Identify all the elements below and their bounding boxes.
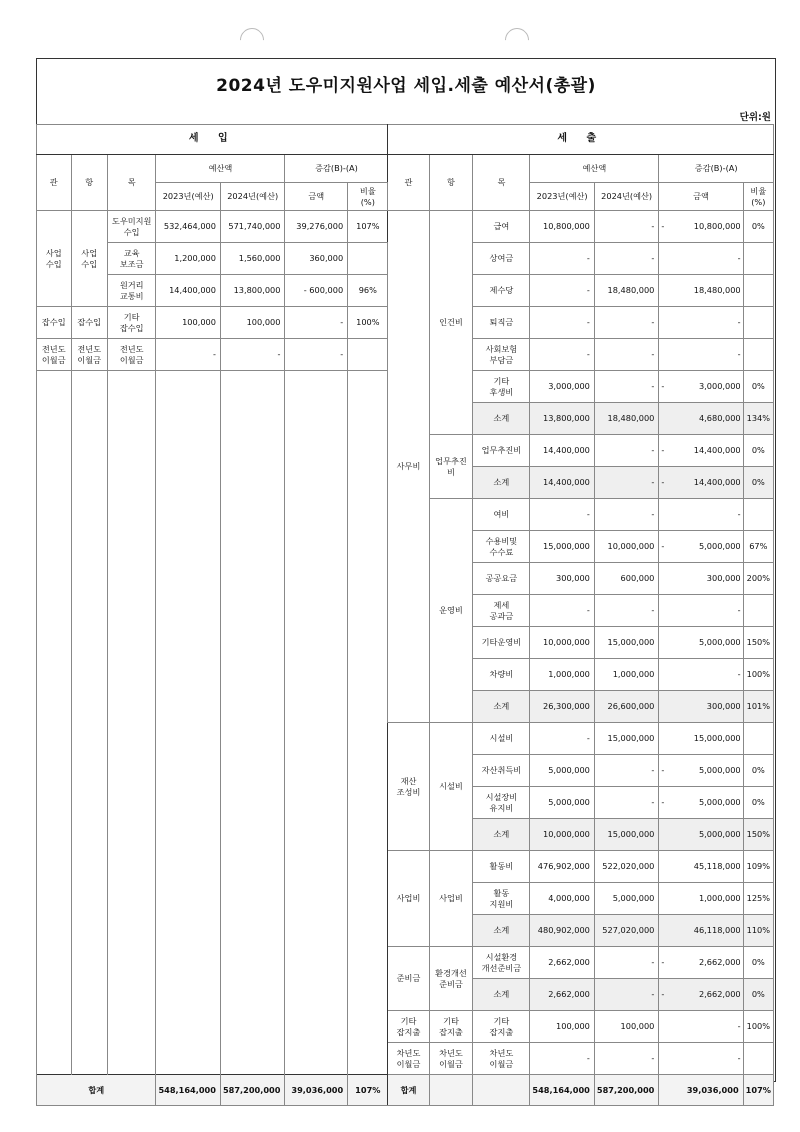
change-value: -: [737, 317, 741, 328]
change-value: 5,000,000: [698, 765, 741, 776]
header-change: 증감(B)-(A): [659, 155, 774, 183]
minus-sign: -: [661, 541, 665, 552]
expense-ratio: 109%: [743, 851, 773, 883]
income-ratio: 107%: [348, 211, 388, 243]
change-value: 300,000: [706, 701, 741, 712]
expense-change: [659, 467, 743, 499]
income-blank: [220, 371, 285, 1075]
expense-change: [659, 339, 743, 371]
expense-2024: -: [594, 243, 659, 275]
header-change: 증감(B)-(A): [285, 155, 388, 183]
total-expense-2024: 587,200,000: [594, 1075, 659, 1106]
change-value: -: [737, 605, 741, 616]
expense-ratio: [743, 339, 773, 371]
income-change: - 600,000: [285, 275, 348, 307]
income-hang: 잡수입: [71, 307, 107, 339]
expense-mok: 시설장비 유지비: [473, 787, 530, 819]
minus-sign: -: [661, 381, 665, 392]
income-mok: 교육 보조금: [107, 243, 156, 275]
total-expense-ratio: 107%: [743, 1075, 773, 1106]
table-row: [37, 1075, 774, 1106]
expense-2023: -: [530, 275, 595, 307]
unit-label: 단위:원: [739, 112, 771, 123]
income-ratio: 100%: [348, 307, 388, 339]
expense-ratio: [743, 307, 773, 339]
change-value: 15,000,000: [693, 733, 741, 744]
expense-change: [659, 883, 743, 915]
expense-2024: 600,000: [594, 563, 659, 595]
expense-ratio: 134%: [743, 403, 773, 435]
expense-gwan: 재산 조성비: [388, 723, 429, 851]
income-2024: 100,000: [220, 307, 285, 339]
income-2023: 100,000: [156, 307, 221, 339]
header-gwan: 관: [388, 155, 429, 211]
expense-2023: 480,902,000: [530, 915, 595, 947]
expense-change: [659, 819, 743, 851]
expense-mok: 공공요금: [473, 563, 530, 595]
income-gwan: 전년도 이월금: [37, 339, 72, 371]
income-blank: [285, 371, 348, 1075]
income-2023: -: [156, 339, 221, 371]
change-value: 3,000,000: [698, 381, 741, 392]
income-change: -: [285, 339, 348, 371]
change-value: 1,000,000: [698, 893, 741, 904]
expense-2023: -: [530, 723, 595, 755]
expense-change: [659, 595, 743, 627]
expense-ratio: 0%: [743, 787, 773, 819]
expense-ratio: 0%: [743, 947, 773, 979]
expense-mok: 제세 공과금: [473, 595, 530, 627]
header-ratio: 비율 (%): [743, 183, 773, 211]
expense-2024: -: [594, 755, 659, 787]
total-label: 합계: [37, 1075, 156, 1106]
expense-2023: 15,000,000: [530, 531, 595, 563]
expense-ratio: [743, 723, 773, 755]
expense-ratio: 101%: [743, 691, 773, 723]
income-ratio: [348, 243, 388, 275]
expense-2024: 100,000: [594, 1011, 659, 1043]
expense-mok: 소계: [473, 979, 530, 1011]
expense-change: [659, 563, 743, 595]
expense-change: [659, 723, 743, 755]
income-blank: [37, 371, 72, 1075]
expense-2024: -: [594, 947, 659, 979]
expense-2023: 14,400,000: [530, 435, 595, 467]
expense-2023: -: [530, 1043, 595, 1075]
total-blank: [473, 1075, 530, 1106]
expense-2023: 4,000,000: [530, 883, 595, 915]
change-value: 300,000: [706, 573, 741, 584]
expense-ratio: 150%: [743, 627, 773, 659]
expense-hang: 차년도 이월금: [429, 1043, 473, 1075]
expense-mok: 활동 지원비: [473, 883, 530, 915]
expense-2024: -: [594, 787, 659, 819]
expense-ratio: 150%: [743, 819, 773, 851]
expense-mok: 급여: [473, 211, 530, 243]
table-row: [37, 125, 774, 155]
expense-ratio: 0%: [743, 211, 773, 243]
change-value: -: [737, 253, 741, 264]
budget-sheet: [36, 58, 776, 1095]
change-value: 2,662,000: [698, 989, 741, 1000]
expense-hang: 환경개선 준비금: [429, 947, 473, 1011]
income-change: -: [285, 307, 348, 339]
expense-mok: 차량비: [473, 659, 530, 691]
expense-gwan: 준비금: [388, 947, 429, 1011]
expense-ratio: 67%: [743, 531, 773, 563]
expense-change: [659, 627, 743, 659]
expense-2024: -: [594, 339, 659, 371]
expense-2023: -: [530, 499, 595, 531]
income-gwan: 잡수입: [37, 307, 72, 339]
change-value: 18,480,000: [693, 285, 741, 296]
expense-2023: 10,000,000: [530, 627, 595, 659]
expense-2024: 18,480,000: [594, 275, 659, 307]
punch-hole-left: [235, 23, 269, 57]
expense-change: [659, 531, 743, 563]
minus-sign: -: [661, 989, 665, 1000]
change-value: -: [737, 1021, 741, 1032]
expense-change: [659, 275, 743, 307]
income-mok: 도우미지원 수입: [107, 211, 156, 243]
expense-mok: 소계: [473, 915, 530, 947]
expense-2024: -: [594, 979, 659, 1011]
expense-2023: 100,000: [530, 1011, 595, 1043]
expense-mok: 소계: [473, 467, 530, 499]
header-mok: 목: [473, 155, 530, 211]
expense-ratio: 0%: [743, 435, 773, 467]
total-expense-2023: 548,164,000: [530, 1075, 595, 1106]
expense-ratio: 100%: [743, 659, 773, 691]
expense-2023: 13,800,000: [530, 403, 595, 435]
table-row: [37, 211, 774, 243]
expense-change: [659, 851, 743, 883]
header-ratio: 비율 (%): [348, 183, 388, 211]
expense-2024: 26,600,000: [594, 691, 659, 723]
expense-ratio: [743, 243, 773, 275]
expense-2024: 527,020,000: [594, 915, 659, 947]
expense-2024: 522,020,000: [594, 851, 659, 883]
expense-2023: 300,000: [530, 563, 595, 595]
income-2024: -: [220, 339, 285, 371]
header-y2023: 2023년(예산): [156, 183, 221, 211]
expense-mok: 차년도 이월금: [473, 1043, 530, 1075]
expense-2024: -: [594, 1043, 659, 1075]
income-change: 360,000: [285, 243, 348, 275]
income-mok: 원거리 교통비: [107, 275, 156, 307]
income-section-header: 세 입: [37, 125, 388, 155]
expense-gwan: 사업비: [388, 851, 429, 947]
expense-2023: 26,300,000: [530, 691, 595, 723]
expense-mok: 수용비및 수수료: [473, 531, 530, 563]
expense-2024: -: [594, 595, 659, 627]
change-value: 5,000,000: [698, 797, 741, 808]
expense-2023: -: [530, 339, 595, 371]
change-value: -: [737, 349, 741, 360]
change-value: 45,118,000: [693, 861, 741, 872]
expense-mok: 여비: [473, 499, 530, 531]
expense-2024: 5,000,000: [594, 883, 659, 915]
budget-table: [36, 124, 774, 1106]
income-blank: [107, 371, 156, 1075]
total-label: 합계: [388, 1075, 429, 1106]
minus-sign: -: [661, 797, 665, 808]
punch-hole-right: [500, 23, 534, 57]
expense-2023: 2,662,000: [530, 947, 595, 979]
expense-change: [659, 371, 743, 403]
expense-2023: 2,662,000: [530, 979, 595, 1011]
expense-2024: -: [594, 467, 659, 499]
expense-hang: 시설비: [429, 723, 473, 851]
expense-ratio: 125%: [743, 883, 773, 915]
expense-mok: 시설환경 개선준비금: [473, 947, 530, 979]
expense-change: [659, 947, 743, 979]
income-hang: 사업 수입: [71, 211, 107, 307]
income-2023: 1,200,000: [156, 243, 221, 275]
expense-change: [659, 1043, 743, 1075]
income-2024: 571,740,000: [220, 211, 285, 243]
expense-hang: 사업비: [429, 851, 473, 947]
expense-2024: -: [594, 371, 659, 403]
expense-mok: 업무추진비: [473, 435, 530, 467]
expense-change: [659, 1011, 743, 1043]
header-y2024: 2024년(예산): [220, 183, 285, 211]
header-mok: 목: [107, 155, 156, 211]
income-change: 39,276,000: [285, 211, 348, 243]
expense-ratio: 100%: [743, 1011, 773, 1043]
expense-2024: -: [594, 499, 659, 531]
total-income-ratio: 107%: [348, 1075, 388, 1106]
income-2024: 13,800,000: [220, 275, 285, 307]
expense-2024: 15,000,000: [594, 627, 659, 659]
expense-ratio: 200%: [743, 563, 773, 595]
expense-mok: 기타운영비: [473, 627, 530, 659]
expense-mok: 소계: [473, 819, 530, 851]
expense-change: [659, 211, 743, 243]
header-amount: 금액: [285, 183, 348, 211]
expense-2024: -: [594, 307, 659, 339]
income-mok: 기타 잡수입: [107, 307, 156, 339]
expense-2023: 1,000,000: [530, 659, 595, 691]
expense-mok: 소계: [473, 403, 530, 435]
change-value: 14,400,000: [693, 477, 741, 488]
expense-change: [659, 787, 743, 819]
change-value: -: [737, 669, 741, 680]
expense-2023: 5,000,000: [530, 787, 595, 819]
total-income-2024: 587,200,000: [220, 1075, 285, 1106]
expense-2024: 18,480,000: [594, 403, 659, 435]
expense-ratio: [743, 595, 773, 627]
header-y2023: 2023년(예산): [530, 183, 595, 211]
change-value: 4,680,000: [698, 413, 741, 424]
expense-gwan: 차년도 이월금: [388, 1043, 429, 1075]
header-amount: 금액: [659, 183, 743, 211]
header-gwan: 관: [37, 155, 72, 211]
expense-ratio: 0%: [743, 979, 773, 1011]
expense-2023: 476,902,000: [530, 851, 595, 883]
expense-2023: -: [530, 243, 595, 275]
expense-ratio: [743, 499, 773, 531]
minus-sign: -: [661, 957, 665, 968]
income-blank: [71, 371, 107, 1075]
expense-change: [659, 691, 743, 723]
expense-hang: 운영비: [429, 499, 473, 723]
header-y2024: 2024년(예산): [594, 183, 659, 211]
expense-ratio: 110%: [743, 915, 773, 947]
change-value: 5,000,000: [698, 829, 741, 840]
change-value: -: [737, 1053, 741, 1064]
expense-2024: 15,000,000: [594, 819, 659, 851]
expense-change: [659, 243, 743, 275]
expense-ratio: [743, 1043, 773, 1075]
expense-mok: 사회보험 부담금: [473, 339, 530, 371]
total-income-change: 39,036,000: [285, 1075, 348, 1106]
expense-mok: 활동비: [473, 851, 530, 883]
change-value: 2,662,000: [698, 957, 741, 968]
expense-ratio: 0%: [743, 755, 773, 787]
income-2023: 14,400,000: [156, 275, 221, 307]
change-value: 5,000,000: [698, 637, 741, 648]
expense-mok: 시설비: [473, 723, 530, 755]
expense-change: [659, 755, 743, 787]
minus-sign: -: [661, 445, 665, 456]
expense-mok: 소계: [473, 691, 530, 723]
expense-2023: 14,400,000: [530, 467, 595, 499]
expense-change: [659, 499, 743, 531]
expense-change: [659, 915, 743, 947]
expense-2024: 1,000,000: [594, 659, 659, 691]
expense-mok: 퇴직금: [473, 307, 530, 339]
income-blank: [348, 371, 388, 1075]
expense-hang: 기타 잡지출: [429, 1011, 473, 1043]
expense-2024: 15,000,000: [594, 723, 659, 755]
expense-2023: 5,000,000: [530, 755, 595, 787]
page-title: 2024년 도우미지원사업 세입.세출 예산서(총괄): [216, 76, 596, 96]
expense-ratio: [743, 275, 773, 307]
expense-gwan: 기타 잡지출: [388, 1011, 429, 1043]
header-hang: 항: [71, 155, 107, 211]
expense-change: [659, 307, 743, 339]
income-2023: 532,464,000: [156, 211, 221, 243]
expense-2023: 10,800,000: [530, 211, 595, 243]
income-ratio: [348, 339, 388, 371]
table-row: [37, 155, 774, 183]
total-income-2023: 548,164,000: [156, 1075, 221, 1106]
total-blank: [429, 1075, 473, 1106]
income-blank: [156, 371, 221, 1075]
change-value: 5,000,000: [698, 541, 741, 552]
total-expense-change: 39,036,000: [659, 1075, 743, 1106]
expense-mok: 기타 잡지출: [473, 1011, 530, 1043]
expense-mok: 상여금: [473, 243, 530, 275]
expense-mok: 제수당: [473, 275, 530, 307]
expense-2024: 10,000,000: [594, 531, 659, 563]
header-budget: 예산액: [156, 155, 285, 183]
expense-2023: -: [530, 595, 595, 627]
expense-gwan: 사무비: [388, 211, 429, 723]
change-value: 10,800,000: [693, 221, 741, 232]
expense-2023: -: [530, 307, 595, 339]
expense-mok: 자산취득비: [473, 755, 530, 787]
income-2024: 1,560,000: [220, 243, 285, 275]
expense-ratio: 0%: [743, 467, 773, 499]
income-ratio: 96%: [348, 275, 388, 307]
minus-sign: -: [661, 221, 665, 232]
minus-sign: -: [661, 477, 665, 488]
header-budget: 예산액: [530, 155, 659, 183]
expense-ratio: 0%: [743, 371, 773, 403]
expense-hang: 인건비: [429, 211, 473, 435]
expense-2024: -: [594, 435, 659, 467]
change-value: -: [737, 509, 741, 520]
header-hang: 항: [429, 155, 473, 211]
change-value: 46,118,000: [693, 925, 741, 936]
expense-change: [659, 403, 743, 435]
expense-change: [659, 435, 743, 467]
expense-2024: -: [594, 211, 659, 243]
expense-change: [659, 979, 743, 1011]
income-gwan: 사업 수입: [37, 211, 72, 307]
minus-sign: -: [661, 765, 665, 776]
income-hang: 전년도 이월금: [71, 339, 107, 371]
expense-hang: 업무추진비: [429, 435, 473, 499]
expense-section-header: 세 출: [388, 125, 774, 155]
expense-2023: 10,000,000: [530, 819, 595, 851]
change-value: 14,400,000: [693, 445, 741, 456]
income-mok: 전년도 이월금: [107, 339, 156, 371]
expense-mok: 기타 후생비: [473, 371, 530, 403]
expense-2023: 3,000,000: [530, 371, 595, 403]
expense-change: [659, 659, 743, 691]
